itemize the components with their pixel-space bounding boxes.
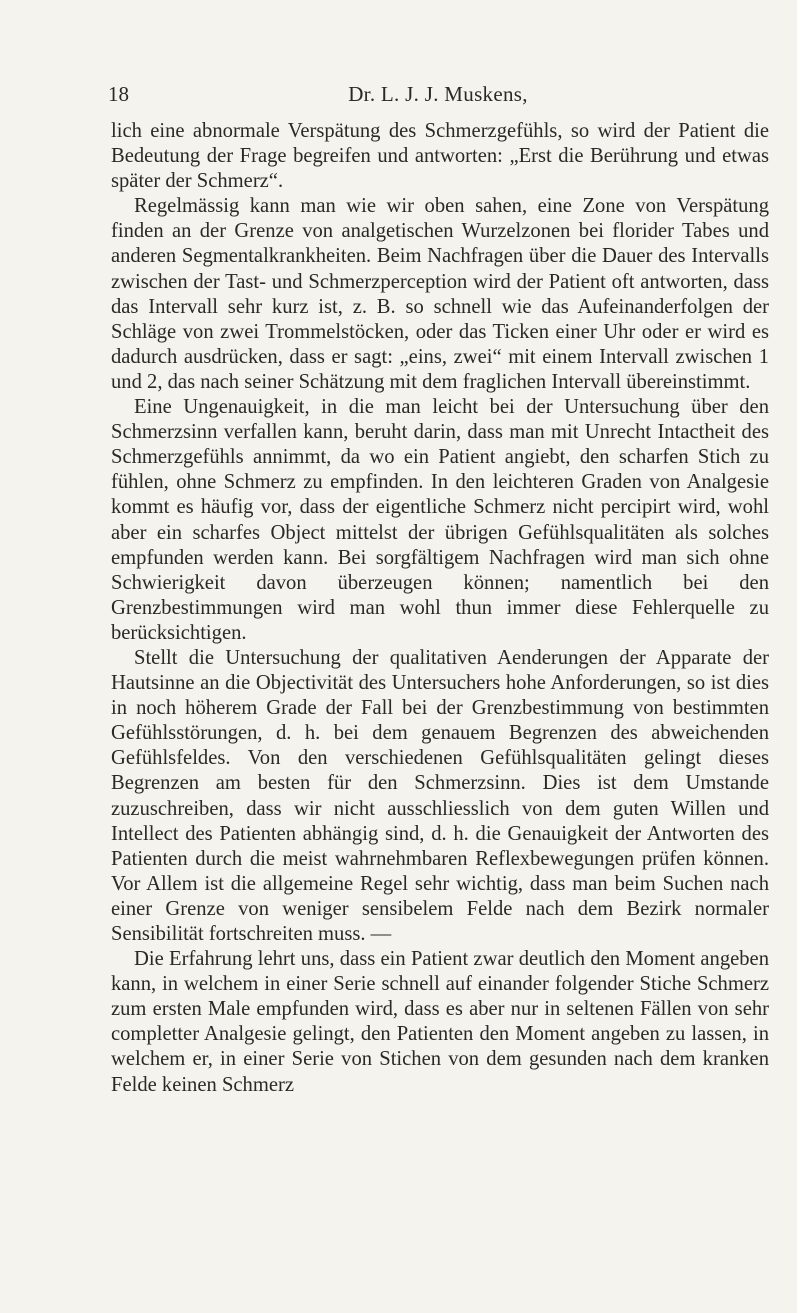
running-title: Dr. L. J. J. Muskens,	[348, 82, 528, 106]
paragraph: Die Erfahrung lehrt uns, dass ein Patient zwar deutlich den Moment angeben kann, in welchem in einer Serie schnell auf einander folgender Stiche Schmerz zum ersten Male empfunden wird, dass es aber nur in seltenen Fällen von sehr completter Analgesie gelingt, den Patienten den Moment angeben zu lassen, in welchem er, in einer Serie von Stichen von dem gesunden nach dem kranken Felde keinen Schmerz	[111, 948, 769, 1096]
body-text	[111, 119, 769, 1098]
page-number: 18	[108, 82, 129, 106]
paragraph: Eine Ungenauigkeit, in die man leicht bei der Untersuchung über den Schmerzsinn verfallen kann, beruht darin, dass man mit Unrecht Intactheit des Schmerzgefühls annimmt, da wo ein Patient angiebt, den scharfen Stich zu fühlen, ohne Schmerz zu empfinden. In den leichteren Graden von Analgesie kommt es häufig vor, dass der eigentliche Schmerz nicht percipirt wird, wohl aber ein scharfes Object mittelst der übrigen Gefühlsqualitäten als solches empfunden werden kann. Bei sorgfältigem Nachfragen wird man sich ohne Schwierigkeit davon überzeugen können; namentlich bei den Grenzbestimmungen wird man wohl thun immer diese Fehlerquelle zu berücksichtigen.	[111, 396, 769, 644]
paragraph: Regelmässig kann man wie wir oben sahen, eine Zone von Verspätung finden an der Grenze von analgetischen Wurzelzonen bei florider Tabes und anderen Segmentalkrankheiten. Beim Nachfragen über die Dauer des Intervalls zwischen der Tast- und Schmerzperception wird der Patient oft antworten, dass das Intervall sehr kurz ist, z. B. so schnell wie das Aufeinanderfolgen der Schläge von zwei Trommelstöcken, oder das Ticken einer Uhr oder er wird es dadurch ausdrücken, dass er sagt: „eins, zwei“ mit einem Intervall zwischen 1 und 2, das nach seiner Schätzung mit dem fraglichen Intervall übereinstimmt.	[111, 195, 769, 393]
running-head	[108, 82, 768, 112]
paragraph: Stellt die Untersuchung der qualitativen Aenderungen der Apparate der Hautsinne an die Objectivität des Untersuchers hohe Anforderungen, so ist dies in noch höherem Grade der Fall bei der Grenzbestimmung von bestimmten Gefühlsstörungen, d. h. bei dem genauem Begrenzen des abweichenden Gefühlsfeldes. Von den verschiedenen Gefühlsqualitäten gelingt dieses Begrenzen am besten für den Schmerzsinn. Dies ist dem Umstande zuzuschreiben, dass wir nicht ausschliesslich von dem guten Willen und Intellect des Patienten abhängig sind, d. h. die Genauigkeit der Antworten des Patienten durch die meist wahrnehmbaren Reflexbewegungen prüfen können. Vor Allem ist die allgemeine Regel sehr wichtig, dass man beim Suchen nach einer Grenze von weniger sensibelem Felde nach dem Bezirk normaler Sensibilität fortschreiten muss. —	[111, 646, 769, 945]
paragraph-continued: lich eine abnormale Verspätung des Schmerzgefühls, so wird der Patient die Bedeutung der Frage begreifen und antworten: „Erst die Berührung und etwas später der Schmerz“.	[111, 120, 769, 193]
